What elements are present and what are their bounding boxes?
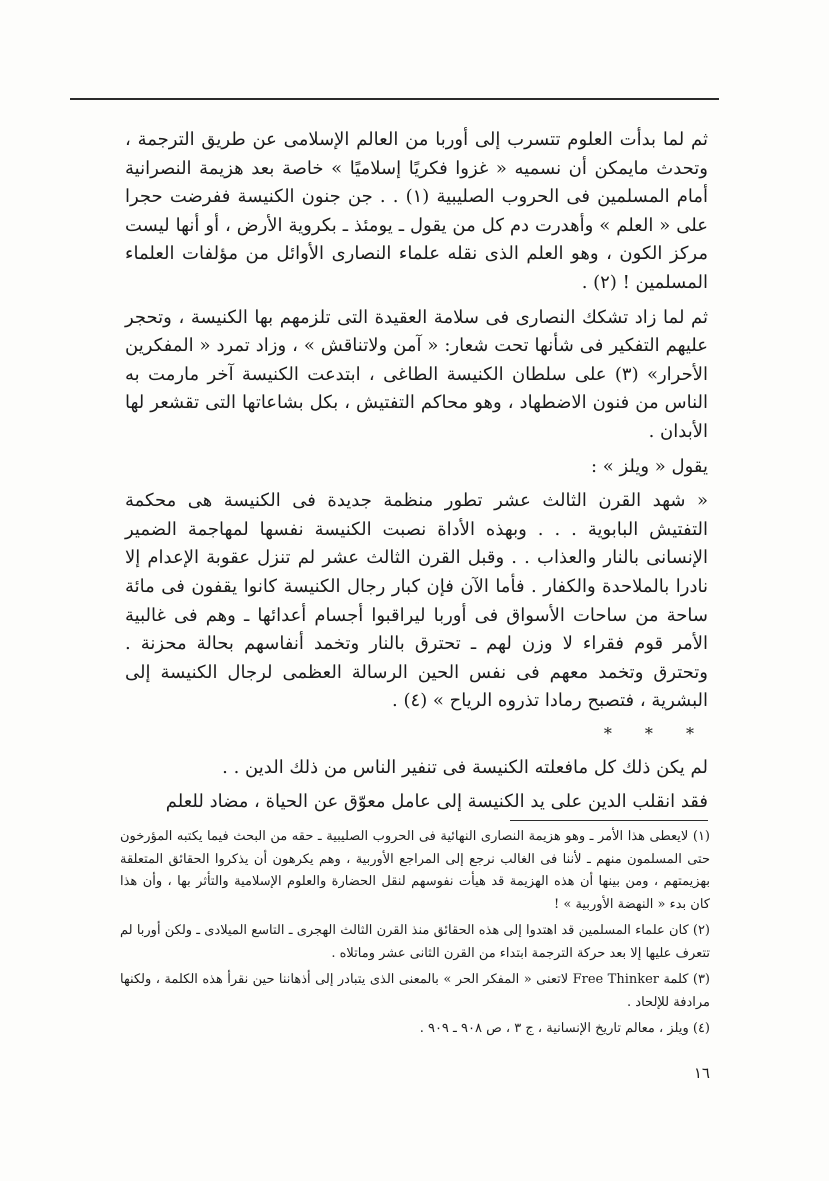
footnote-1: (١) لايعطى هذا الأمر ـ وهو هزيمة النصارى النهائية فى الحروب الصليبية ـ حقه من البحث فيما يكتبه المؤرخون حتى المسلمون منهم ـ لأننا فى الغالب نرجع إلى المراجع الأوربية ، وهم يكرهون أن يذكروا الحقائق المتعلقة بهزيمتهم ، ومن بينها أن هذه الهزيمة قد هيأت نفوسهم لنقل الحضارة والعلوم الإسلامية والتأثر بها ، وأن هذا كان بدء « النهضة الأوربية » ! (120, 829, 710, 912)
footnote-4: (٤) ويلز ، معالم تاريخ الإنسانية ، ج ٣ ، ص ٩٠٨ ـ ٩٠٩ . (419, 1021, 710, 1036)
main-text (125, 126, 708, 817)
footnote-3: (٣) كلمة Free Thinker لاتعنى « المفكر الحر » بالمعنى الذى يتبادر إلى أذهاننا حين نقرأ هذه الكلمة ، ولكنها مرادفة للإلحاد . (120, 972, 710, 1010)
page-number: ١٦ (693, 1064, 710, 1082)
paragraph-2: ثم لما زاد تشكك النصارى فى سلامة العقيدة التى تلزمهم بها الكنيسة ، وتحجر عليهم التفكير فى شأنها تحت شعار: « آمن ولاتناقش » ، وزاد تمرد « المفكرين الأحرار» (٣) على سلطان الكنيسة الطاغى ، ابتدعت الكنيسة آخر مارمت به الناس من فنون الاضطهاد ، وهو محاكم التفتيش ، بكل بشاعاتها التى تقشعر لها الأبدان . (125, 306, 708, 442)
quote-paragraph: « شهد القرن الثالث عشر تطور منظمة جديدة فى الكنيسة هى محكمة التفتيش البابوية . . . وبهذه الأداة نصبت الكنيسة نفسها لمهاجمة الضمير الإنسانى بالنار والعذاب . . وقبل القرن الثالث عشر لم تنزل عقوبة الإعدام إلا نادرا بالملاحدة والكفار . فأما الآن فإن كبار رجال الكنيسة كانوا يقفون فى مائة ساحة من ساحات الأسواق فى أوربا ليراقبوا أجسام أعدائها ـ وهم فى غالبية الأمر قوم فقراء لا وزن لهم ـ تحترق بالنار وتخمد أنفاسهم بحالة محزنة . وتحترق وتخمد معهم فى نفس الحين الرسالة العظمى لرجال الكنيسة إلى البشرية ، فتصبح رمادا تذروه الرياح » (٤) . (125, 490, 709, 712)
paragraph-5: لم يكن ذلك كل مافعلته الكنيسة فى تنفير الناس من ذلك الدين . . (222, 756, 708, 778)
quote-intro: يقول « ويلز » : (590, 455, 708, 477)
footnote-separator (510, 820, 708, 821)
top-rule (70, 98, 719, 100)
paragraph-1: ثم لما بدأت العلوم تتسرب إلى أوربا من العالم الإسلامى عن طريق الترجمة ، وتحدث مايمكن أن نسميه « غزوا فكريًا إسلاميًا » خاصة بعد هزيمة النصرانية أمام المسلمين فى الحروب الصليبية (١) . . جن جنون الكنيسة ففرضت حجرا على « العلم » وأهدرت دم كل من يقول ـ يومئذ ـ بكروية الأرض ، أو أنها ليست مركز الكون ، وهو العلم الذى نقله علماء النصارى الأوائل من مؤلفات العلماء المسلمين ! (٢) . (125, 129, 708, 293)
paragraph-6: فقد انقلب الدين على يد الكنيسة إلى عامل معوّق عن الحياة ، مضاد للعلم (165, 791, 708, 813)
section-divider: * * * (603, 723, 708, 743)
footnotes (120, 826, 710, 1045)
footnote-2: (٢) كان علماء المسلمين قد اهتدوا إلى هذه الحقائق منذ القرن الثالث الهجرى ـ التاسع الميلادى ـ ولكن أوربا لم تتعرف عليها إلا بعد حركة الترجمة ابتداء من القرن الثانى عشر وماتلاه . (120, 923, 710, 961)
